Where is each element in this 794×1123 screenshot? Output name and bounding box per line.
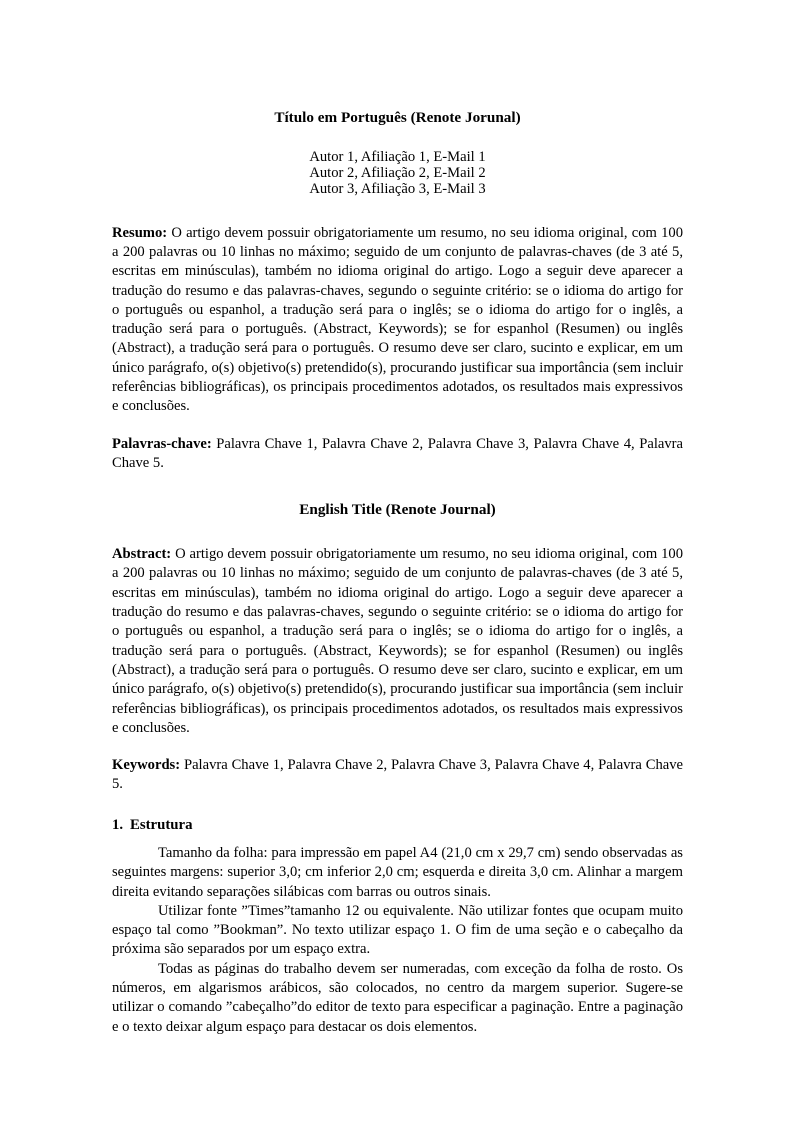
keywords-english [112,756,683,795]
section-heading-label: Estrutura [130,816,193,833]
paragraph: Tamanho da folha: para impressão em papel A4 (21,0 cm x 29,7 cm) sendo observadas as seguintes margens: superior 3,0; cm inferior 2,0 cm; esquerda e direita 3,0 cm. Alinhar a margem direita evitando separações silábicas com barras ou outros sinais. [112,844,683,900]
abstract-text-english: O artigo devem possuir obrigatoriamente um resumo, no seu idioma original, com 100 a 200 palavras ou 10 linhas no máximo; seguido de um conjunto de palavras-chaves (de 3 até 5, escritas em minúsculas), também no idioma original do artigo. Logo a seguir deve aparecer a tradução do resumo e das palavras-chaves, segundo o seguinte critério: se o idioma do artigo for o português ou espanhol, a tradução será para o inglês; se o idioma do artigo for o inglês, a tradução será para o português. (Abstract, Keywords); se for espanhol (Resumen) ou inglês (Abstract), a tradução será para o português. O resumo deve ser claro, sucinto e explicar, em um único parágrafo, o(s) objetivo(s) pretendido(s), procurando justificar sua importância (sem incluir referências bibliográficas), os principais procedimentos adotados, os resultados mais expressivos e conclusões. [112,546,683,736]
keywords-text-english: Palavra Chave 1, Palavra Chave 2, Palavra Chave 3, Palavra Chave 4, Palavra Chave 5. [112,757,683,793]
list-item: Autor 1, Afiliação 1, E-Mail 1 [309,149,486,165]
section-body-estrutura [112,844,683,1037]
abstract-label-english: Abstract: [112,546,172,563]
abstract-portuguese [112,224,683,417]
keywords-text: Palavra Chave 1, Palavra Chave 2, Palavra Chave 3, Palavra Chave 4, Palavra Chave 5. [112,435,683,471]
abstract-text: O artigo devem possuir obrigatoriamente um resumo, no seu idioma original, com 100 a 200 palavras ou 10 linhas no máximo; seguido de um conjunto de palavras-chaves (de 3 até 5, escritas em minúsculas), também no idioma original do artigo. Logo a seguir deve aparecer a tradução do resumo e das palavras-chaves, segundo o seguinte critério: se o idioma do artigo for o português ou espanhol, a tradução será para o inglês; se o idioma do artigo for o inglês, a tradução será para o português. (Abstract, Keywords); se for espanhol (Resumen) ou inglês (Abstract), a tradução será para o português. O resumo deve ser claro, sucinto e explicar, em um único parágrafo, o(s) objetivo(s) pretendido(s), procurando justificar sua importância (sem incluir referências bibliográficas), os principais procedimentos adotados, os resultados mais expressivos e conclusões. [112,224,683,415]
section-heading-estrutura [112,816,683,835]
paragraph: Utilizar fonte ”Times”tamanho 12 ou equivalente. Não utilizar fontes que ocupam muito espaço tal como ”Bookman”. No texto utilizar espaço 1. O fim de uma seção e o cabeçalho da próxima são separados por um espaço extra. [112,902,683,958]
author-list [112,149,683,198]
paragraph: Todas as páginas do trabalho devem ser numeradas, com exceção da folha de rosto. Os números, em algarismos arábicos, são colocados, no centro da margem superior. Sugere-se utilizar o comando ”cabeçalho”do editor de texto para especificar a paginação. Entre a paginação e o texto deixar algum espaço para destacar os dois elementos. [112,960,683,1035]
page-title: Título em Português (Renote Jorunal) [274,109,521,126]
list-item: Autor 3, Afiliação 3, E-Mail 3 [309,181,486,198]
keywords-label: Palavras-chave: [112,435,212,452]
english-title: English Title (Renote Journal) [299,501,496,519]
abstract-english [112,545,683,738]
keywords-label-english: Keywords: [112,757,181,774]
section-number: 1. [112,816,124,833]
list-item: Autor 2, Afiliação 2, E-Mail 2 [309,165,486,182]
keywords-portuguese [112,435,683,474]
document-content [112,108,683,1037]
abstract-label: Resumo: [112,224,168,241]
